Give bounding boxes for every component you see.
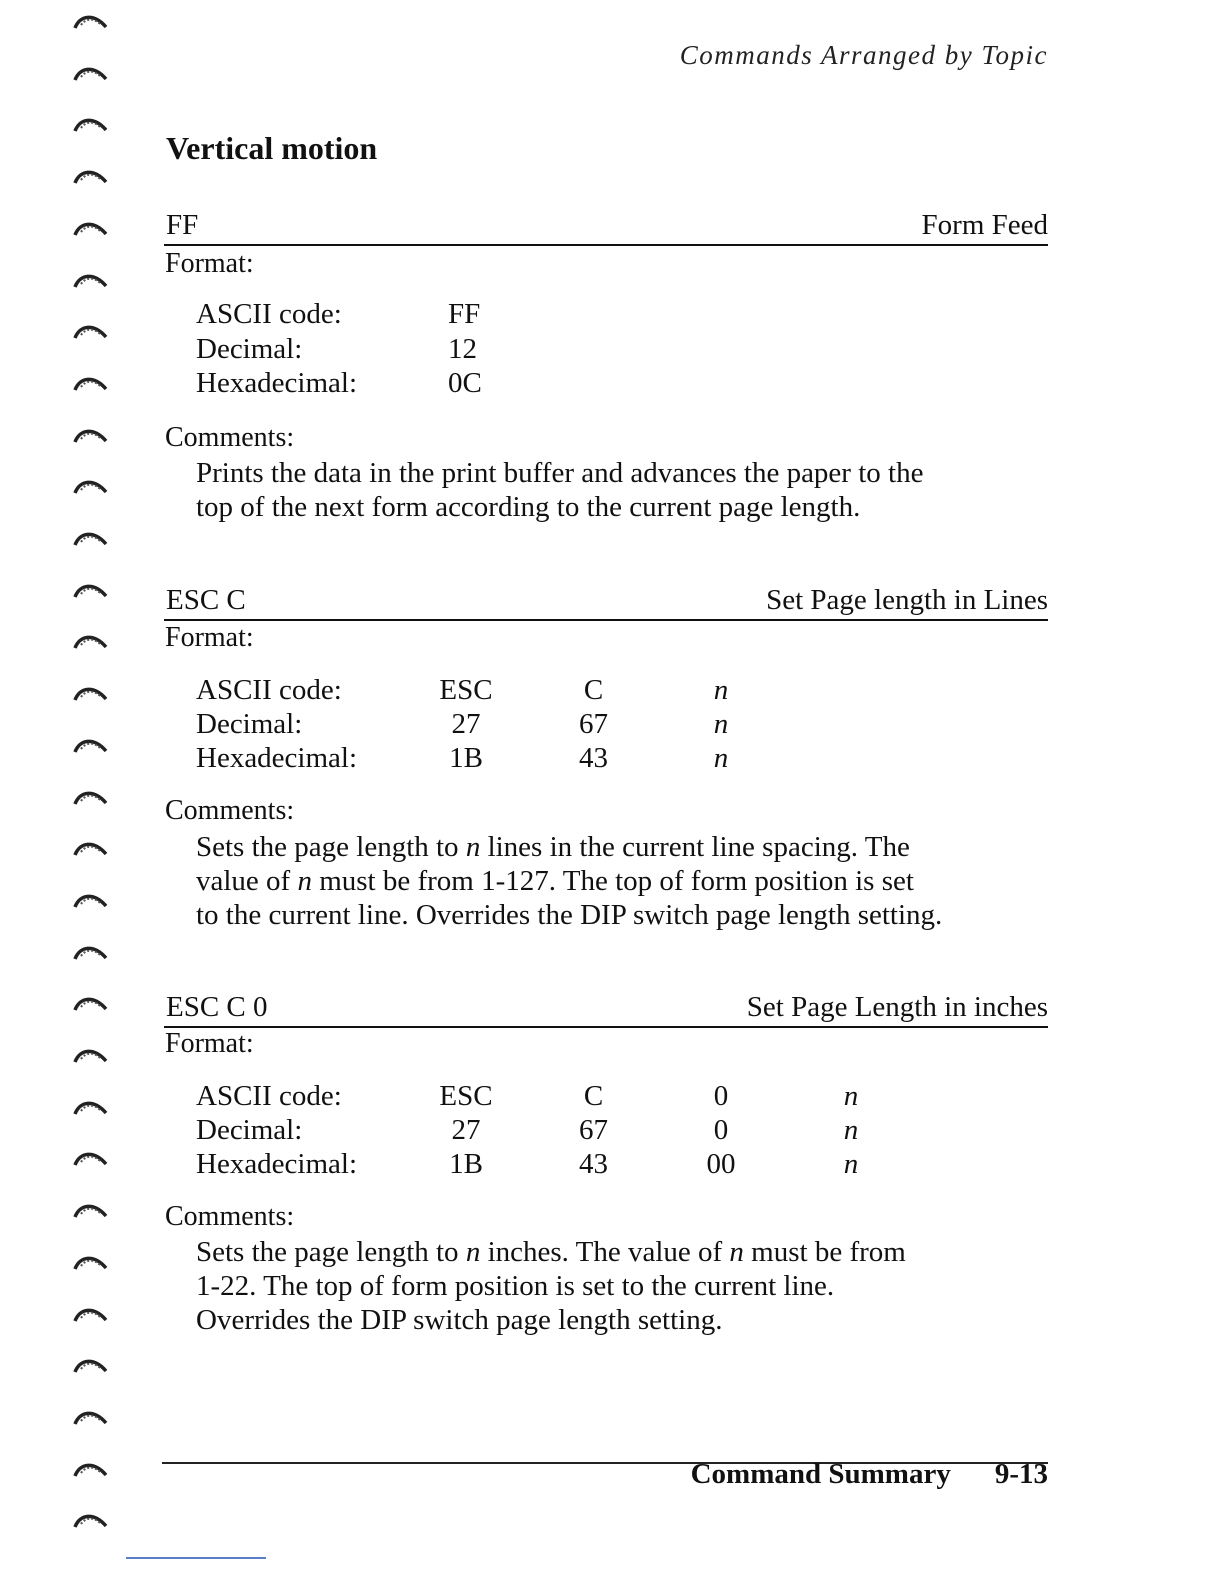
binding-ring-icon (72, 529, 108, 547)
format-row (196, 333, 1056, 367)
binding-ring-icon (72, 115, 108, 133)
running-head: Commands Arranged by Topic (679, 40, 1048, 70)
binding-ring-icon (72, 219, 108, 237)
row-value: n (713, 674, 729, 706)
command-header-esc-c (164, 585, 1048, 621)
binding-ring-icon (72, 1305, 108, 1323)
format-row (196, 742, 1056, 776)
row-value: C (583, 1080, 604, 1112)
format-label: Format: (165, 248, 254, 279)
binding-ring-icon (72, 12, 108, 30)
row-value: 1B (449, 742, 483, 774)
comment-line: value of n must be from 1-127. The top of form position is set (196, 865, 914, 897)
footer-title: Command Summary (690, 1458, 951, 1490)
comment-line: top of the next form according to the current page length. (196, 491, 861, 523)
comments-text (196, 456, 923, 524)
row-value: 43 (579, 1148, 608, 1180)
command-code: ESC C 0 (166, 991, 268, 1023)
row-value: 0C (448, 367, 482, 399)
binding-ring-icon (72, 64, 108, 82)
page-footer (600, 1458, 1048, 1491)
row-value: 1B (449, 1148, 483, 1180)
comments-text (196, 830, 942, 932)
format-row (196, 1114, 1056, 1148)
row-value: n (713, 742, 729, 774)
row-value: 67 (579, 1114, 608, 1146)
format-label: Format: (165, 1028, 254, 1059)
spiral-binding (72, 0, 112, 1584)
binding-ring-icon (72, 374, 108, 392)
binding-ring-icon (72, 943, 108, 961)
row-label: Decimal: (196, 1114, 303, 1146)
scan-edge-line (126, 1557, 266, 1559)
binding-ring-icon (72, 426, 108, 444)
row-value: 0 (713, 1114, 729, 1146)
binding-ring-icon (72, 477, 108, 495)
comment-line: Sets the page length to n inches. The value of n must be from (196, 1236, 906, 1268)
row-label: Hexadecimal: (196, 742, 358, 774)
binding-ring-icon (72, 684, 108, 702)
binding-ring-icon (72, 788, 108, 806)
format-row (196, 298, 1056, 332)
row-value: n (713, 708, 729, 740)
row-value: 27 (451, 708, 481, 740)
comments-label: Comments: (165, 422, 295, 453)
row-value: ESC (439, 1080, 493, 1112)
row-value: 0 (713, 1080, 729, 1112)
binding-ring-icon (72, 1098, 108, 1116)
command-name: Set Page Length in inches (746, 991, 1048, 1023)
row-label: ASCII code: (196, 298, 342, 330)
binding-ring-icon (72, 1356, 108, 1374)
binding-ring-icon (72, 1149, 108, 1167)
row-value: n (843, 1114, 859, 1146)
row-label: Hexadecimal: (196, 367, 358, 399)
binding-ring-icon (72, 1460, 108, 1478)
row-value: n (843, 1080, 859, 1112)
row-value: 43 (579, 742, 608, 774)
format-label: Format: (165, 622, 254, 653)
comments-label: Comments: (165, 1201, 295, 1232)
binding-ring-icon (72, 1253, 108, 1271)
row-label: Decimal: (196, 708, 303, 740)
page-number: 9-13 (994, 1458, 1048, 1490)
binding-ring-icon (72, 322, 108, 340)
command-code: ESC C (166, 584, 246, 616)
command-name: Set Page length in Lines (766, 584, 1048, 616)
binding-ring-icon (72, 632, 108, 650)
comment-line: Overrides the DIP switch page length setting. (196, 1304, 723, 1336)
row-value: FF (448, 298, 481, 330)
row-value: 27 (451, 1114, 481, 1146)
command-code: FF (166, 209, 199, 241)
comments-label: Comments: (165, 795, 295, 826)
binding-ring-icon (72, 1046, 108, 1064)
row-label: Hexadecimal: (196, 1148, 358, 1180)
binding-ring-icon (72, 839, 108, 857)
comment-line: Prints the data in the print buffer and advances the paper to the (196, 457, 924, 489)
row-label: ASCII code: (196, 674, 342, 706)
binding-ring-icon (72, 1201, 108, 1219)
row-label: Decimal: (196, 333, 303, 365)
binding-ring-icon (72, 581, 108, 599)
format-row (196, 674, 1056, 708)
format-row (196, 708, 1056, 742)
command-name: Form Feed (921, 209, 1048, 241)
command-header-ff (164, 210, 1048, 246)
format-row (196, 1080, 1056, 1114)
section-title: Vertical motion (166, 130, 378, 166)
comment-line: 1-22. The top of form position is set to the current line. (196, 1270, 835, 1302)
row-value: 67 (579, 708, 608, 740)
comment-line: to the current line. Overrides the DIP switch page length setting. (196, 899, 943, 931)
format-row (196, 1148, 1056, 1182)
binding-ring-icon (72, 1511, 108, 1529)
format-row (196, 367, 1056, 401)
binding-ring-icon (72, 1408, 108, 1426)
binding-ring-icon (72, 736, 108, 754)
command-header-esc-c-0 (164, 992, 1048, 1028)
row-value: n (843, 1148, 859, 1180)
binding-ring-icon (72, 271, 108, 289)
binding-ring-icon (72, 994, 108, 1012)
row-value: ESC (439, 674, 493, 706)
comments-text (196, 1235, 906, 1337)
comment-line: Sets the page length to n lines in the current line spacing. The (196, 831, 910, 863)
row-label: ASCII code: (196, 1080, 342, 1112)
row-value: 12 (448, 333, 477, 365)
binding-ring-icon (72, 167, 108, 185)
binding-ring-icon (72, 891, 108, 909)
row-value: 00 (706, 1148, 736, 1180)
row-value: C (583, 674, 604, 706)
